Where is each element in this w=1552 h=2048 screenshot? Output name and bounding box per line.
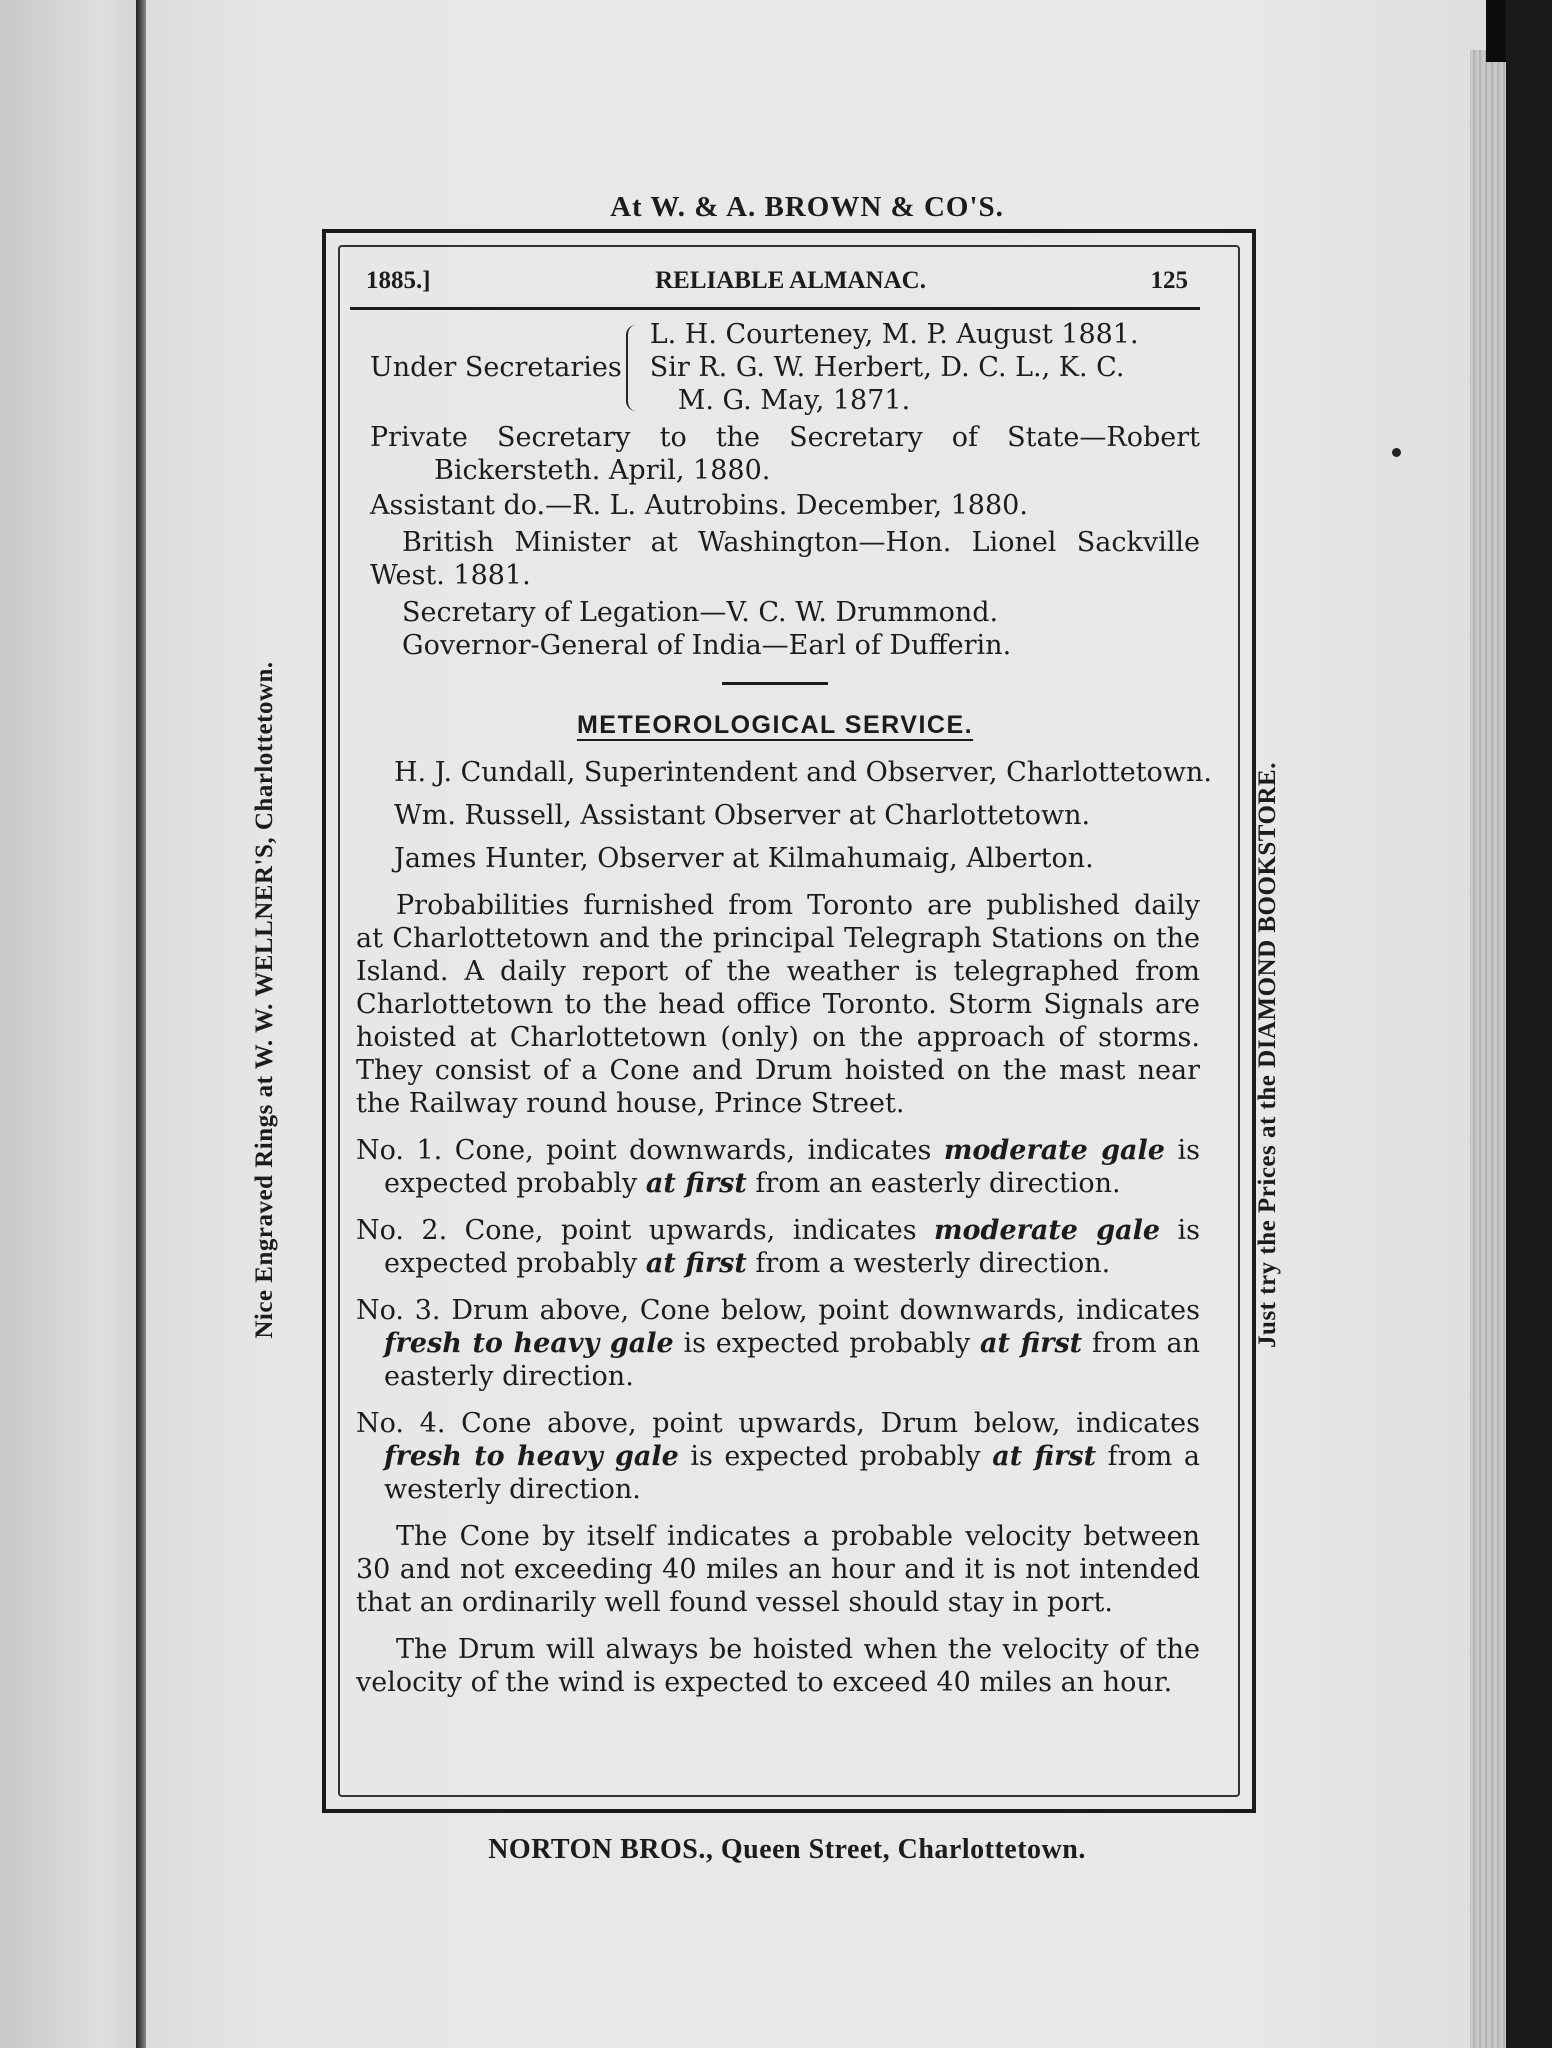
gale-strength: fresh to heavy gale	[384, 1441, 679, 1472]
signal-timing: at first	[992, 1441, 1097, 1472]
signal-entry	[350, 1407, 1200, 1506]
staff-entry: Wm. Russell, Assistant Observer at Charlottetown.	[394, 800, 1091, 831]
brace-symbol	[626, 325, 642, 411]
page-footer	[0, 1834, 1552, 1866]
official-entry: Assistant do.—R. L. Autrobins. December, 1880.	[370, 490, 1028, 521]
signal-timing: at first	[645, 1248, 747, 1279]
signal-number: No. 3.	[356, 1295, 441, 1326]
staff-entry: James Hunter, Observer at Kilmahumaig, Alberton.	[394, 843, 1094, 874]
signal-timing: at first	[645, 1168, 747, 1199]
left-side-advert-text: Nice Engraved Rings at W. W. WELLNER'S, Charlottetown.	[251, 661, 278, 1339]
signal-direction: from a westerly direction.	[384, 1441, 1200, 1505]
scan-background	[1506, 0, 1552, 2048]
signal-description: Cone above, point upwards, Drum below, indicates	[461, 1408, 1200, 1439]
signal-direction: from an easterly direction.	[755, 1168, 1121, 1199]
signal-entry	[350, 1294, 1200, 1393]
gale-strength: moderate gale	[943, 1135, 1165, 1166]
signal-direction: from an easterly direction.	[384, 1328, 1200, 1392]
official-entry: British Minister at Washington—Hon. Lionel Sackville West. 1881.	[370, 527, 1200, 591]
official-entry: Private Secretary to the Secretary of State—Robert Bickersteth. April, 1880.	[370, 422, 1200, 486]
running-head-year: 1885.]	[366, 267, 431, 294]
signal-number: No. 2.	[356, 1215, 448, 1246]
drum-paragraph: The Drum will always be hoisted when the velocity of the velocity of the wind is expected to exceed 40 miles an hour.	[356, 1634, 1200, 1698]
signal-expectation: is expected probably	[384, 1215, 1200, 1279]
signal-description: Drum above, Cone below, point downwards, indicates	[451, 1295, 1200, 1326]
ink-speck	[1392, 448, 1401, 457]
book-gutter	[136, 0, 146, 2048]
right-side-advert-text: Just try the Prices at the DIAMOND BOOKSTORE.	[1254, 762, 1281, 1348]
signal-expectation: is expected probably	[384, 1135, 1200, 1199]
gale-strength: fresh to heavy gale	[384, 1328, 674, 1359]
page-header	[0, 191, 1552, 224]
signal-expectation: is expected probably	[690, 1441, 981, 1472]
section-title: METEOROLOGICAL SERVICE.	[576, 711, 974, 739]
signal-direction: from a westerly direction.	[755, 1248, 1111, 1279]
signal-entry	[350, 1134, 1200, 1200]
cone-paragraph: The Cone by itself indicates a probable velocity between 30 and not exceeding 40 miles an hour and it is not intended that an ordinarily well found vessel should stay in port.	[356, 1521, 1200, 1618]
header-text: At W. & A. BROWN & CO'S.	[610, 191, 1004, 223]
section-divider	[722, 682, 828, 685]
signal-expectation: is expected probably	[683, 1328, 971, 1359]
intro-paragraph: Probabilities furnished from Toronto are published daily at Charlottetown and the principal Telegraph Stations on the Island. A daily report of the weather is telegraphed from Charlottetown to the head office Toronto. Storm Signals are hoisted at Charlottetown (only) on the approach of storms. They consist of a Cone and Drum hoisted on the mast near the Railway round house, Prince Street.	[356, 890, 1200, 1119]
signal-description: Cone, point downwards, indicates	[454, 1135, 932, 1166]
under-secretary-line: M. G. May, 1871.	[677, 385, 911, 416]
under-secretary-line: L. H. Courteney, M. P. August 1881.	[649, 319, 1139, 350]
official-entry: Secretary of Legation—V. C. W. Drummond.	[402, 597, 999, 628]
staff-entry: H. J. Cundall, Superintendent and Observer, Charlottetown.	[394, 757, 1212, 788]
left-page-margin	[0, 0, 142, 2048]
official-entry: Governor-General of India—Earl of Dufferin.	[402, 630, 1012, 661]
running-head	[350, 264, 1200, 310]
signal-description: Cone, point upwards, indicates	[464, 1215, 917, 1246]
page-edges	[1470, 50, 1506, 2048]
running-head-title: RELIABLE ALMANAC.	[655, 267, 926, 294]
under-secretaries-block	[350, 318, 1200, 417]
page-content	[350, 264, 1212, 1699]
page-number: 125	[1150, 267, 1188, 294]
under-secretaries-list	[650, 318, 1139, 417]
under-secretary-line: Sir R. G. W. Herbert, D. C. L., K. C.	[649, 352, 1125, 383]
footer-text: NORTON BROS., Queen Street, Charlottetown.	[488, 1834, 1086, 1865]
under-secretaries-label: Under Secretaries	[370, 352, 622, 383]
signal-entry	[350, 1214, 1200, 1280]
signal-timing: at first	[980, 1328, 1083, 1359]
signal-number: No. 1.	[356, 1135, 443, 1166]
signal-number: No. 4.	[356, 1408, 446, 1439]
gale-strength: moderate gale	[933, 1215, 1161, 1246]
